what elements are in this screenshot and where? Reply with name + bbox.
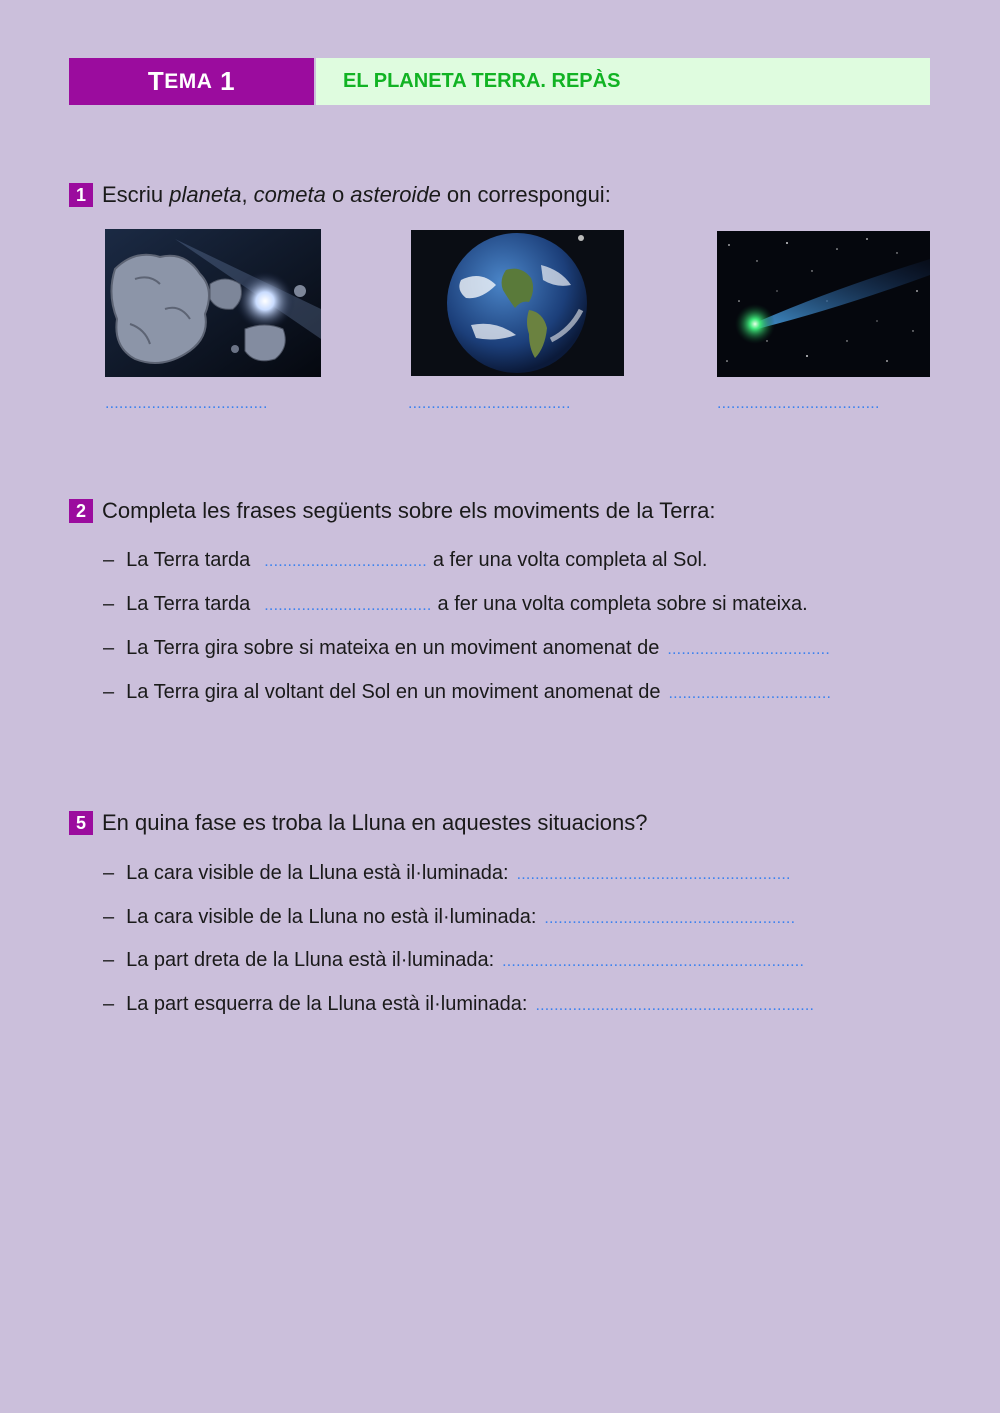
answer-blank[interactable]: ...................................................... [544,910,796,927]
question-1 [69,182,611,208]
tema-rest: EMA [164,69,213,93]
bullet-dash: – [103,906,115,928]
tema-label [69,58,314,105]
answer-blank[interactable]: .................................... [264,597,432,614]
prompt-part: Escriu [102,182,170,207]
bullet-dash: – [103,681,115,703]
earth-image [411,230,624,376]
answer-blank-earth[interactable]: ................................... [408,395,571,412]
bullet-dash: – [103,862,115,884]
prompt-part: , [241,182,254,207]
answer-blank[interactable]: ................................... [667,641,830,658]
sentence-item [103,593,808,616]
asteroids-image [105,229,321,377]
prompt-term-planeta: planeta [169,182,242,207]
answer-blank-asteroids[interactable]: ................................... [105,395,268,412]
answer-blank[interactable]: ................................................................. [502,953,805,970]
bullet-dash: – [103,549,115,571]
answer-blank-comet[interactable]: ................................... [717,395,880,412]
question-5-prompt: En quina fase es troba la Lluna en aquestes situacions? [102,810,648,835]
question-number: 1 [69,183,93,207]
bullet-dash: – [103,993,115,1015]
sentence-text: La cara visible de la Lluna està il·luminada: [126,862,509,884]
tema-prefix: T [147,66,165,96]
sentence-item [103,993,814,1016]
comet-image [717,231,930,377]
prompt-part: o [325,182,351,207]
question-2-prompt: Completa les frases següents sobre els moviments de la Terra: [102,498,716,523]
answer-blank[interactable]: ................................... [668,685,832,702]
answer-blank[interactable]: ............................................................ [535,997,815,1014]
prompt-term-asteroide: asteroide [350,182,441,207]
bullet-dash: – [103,637,115,659]
question-number: 5 [69,811,93,835]
question-1-prompt [102,182,611,208]
sentence-text: La Terra gira al voltant del Sol en un moviment anomenat de [126,681,661,703]
sentence-item [103,637,830,660]
sentence-text: La Terra tarda [126,593,251,615]
sentence-item [103,862,791,885]
bullet-dash: – [103,593,115,615]
prompt-part: on correspongui: [440,182,611,207]
tema-number: 1 [220,66,236,96]
worksheet-header [69,58,930,105]
answer-blank[interactable]: ................................... [264,553,427,570]
sentence-item [103,681,831,704]
sentence-text: La part esquerra de la Lluna està il·luminada: [126,993,528,1015]
prompt-term-cometa: cometa [253,182,326,207]
sentence-text: La Terra tarda [126,549,251,571]
subject-title: EL PLANETA TERRA. REPÀS [316,58,930,105]
sentence-text: a fer una volta completa al Sol. [432,549,708,571]
question-number: 2 [69,499,93,523]
sentence-text: a fer una volta completa sobre si mateixa. [437,593,808,615]
answer-blank[interactable]: ........................................................... [516,866,791,883]
bullet-dash: – [103,949,115,971]
sentence-item [103,949,804,972]
sentence-item [103,906,795,929]
question-2 [69,498,715,524]
sentence-text: La part dreta de la Lluna està il·luminada: [126,949,495,971]
sentence-text: La cara visible de la Lluna no està il·luminada: [126,906,537,928]
sentence-text: La Terra gira sobre si mateixa en un moviment anomenat de [126,637,660,659]
sentence-item [103,549,707,572]
question-5 [69,810,648,836]
